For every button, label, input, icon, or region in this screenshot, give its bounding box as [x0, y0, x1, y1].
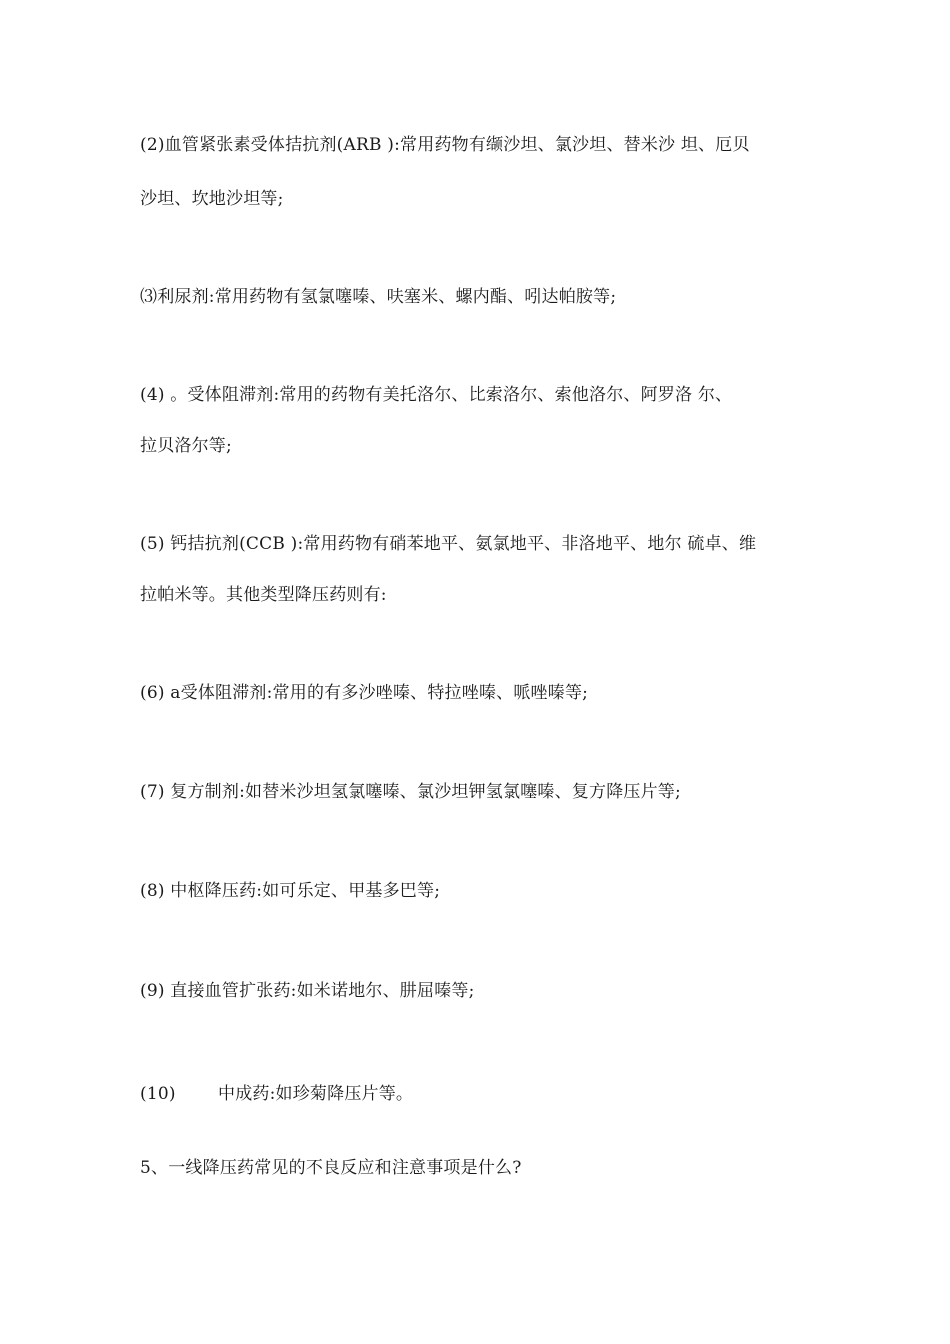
item5-line2: 拉帕米等。其他类型降压药则有:	[140, 585, 387, 605]
item8-line: (8) 中枢降压药:如可乐定、甲基多巴等;	[140, 881, 441, 901]
question5-line: 5、一线降压药常见的不良反应和注意事项是什么?	[140, 1158, 522, 1178]
item2-line1: (2)血管紧张素受体拮抗剂(ARB ):常用药物有缬沙坦、氯沙坦、替米沙 坦、厄贝	[140, 135, 750, 155]
item10-line	[140, 1083, 413, 1105]
item2-line2: 沙坦、坎地沙坦等;	[140, 189, 284, 209]
item6-line: (6) a受体阻滞剂:常用的有多沙唑嗪、特拉唑嗪、哌唑嗪等;	[140, 683, 589, 703]
item9-line: (9) 直接血管扩张药:如米诺地尔、肼屈嗪等;	[140, 981, 475, 1001]
item7-line: (7) 复方制剂:如替米沙坦氢氯噻嗪、氯沙坦钾氢氯噻嗪、复方降压片等;	[140, 782, 681, 802]
item4-line2: 拉贝洛尔等;	[140, 436, 232, 456]
item10-text: 中成药:如珍菊降压片等。	[218, 1084, 414, 1104]
item10-number: (10)	[140, 1084, 176, 1104]
item4-line1: (4) 。受体阻滞剂:常用的药物有美托洛尔、比索洛尔、索他洛尔、阿罗洛 尔、	[140, 385, 733, 405]
item5-line1: (5) 钙拮抗剂(CCB ):常用药物有硝苯地平、氨氯地平、非洛地平、地尔 硫卓、维	[140, 534, 757, 554]
item3-line: ⑶利尿剂:常用药物有氢氯噻嗪、呋塞米、螺内酯、吲达帕胺等;	[140, 287, 617, 307]
